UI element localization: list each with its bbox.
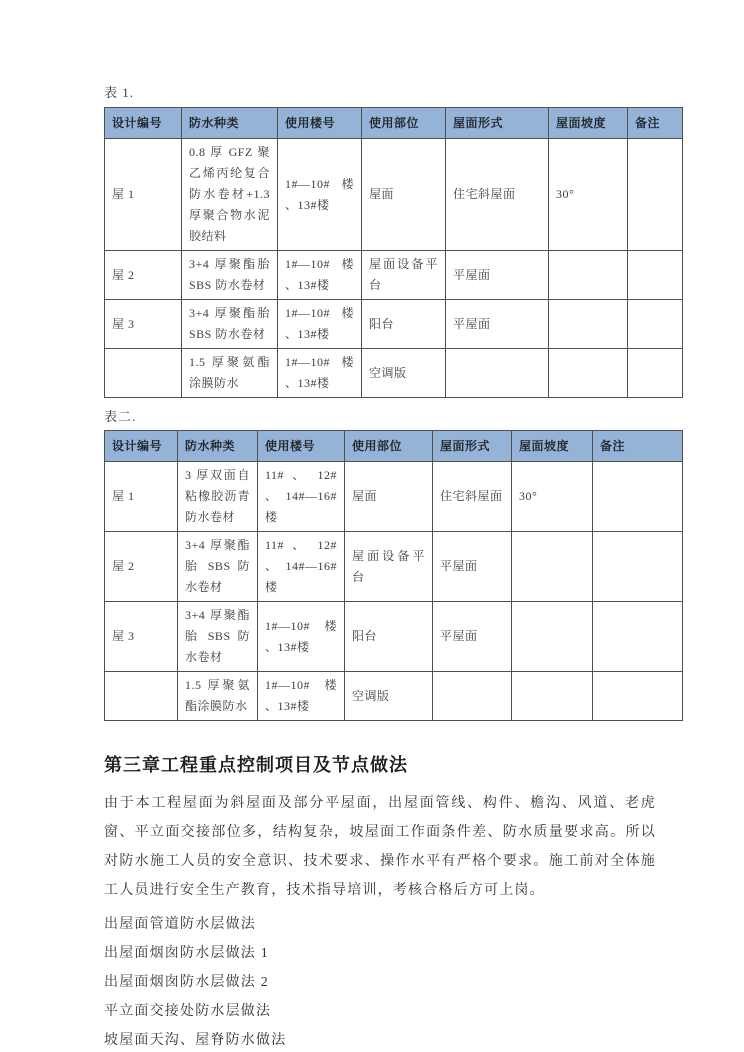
table-cell: 屋面设备平台	[362, 251, 446, 300]
table-cell	[628, 300, 683, 349]
table-row	[105, 462, 683, 532]
table-cell: 屋 3	[105, 602, 178, 672]
method-list-item: 平立面交接处防水层做法	[104, 1004, 272, 1019]
header-row	[105, 108, 683, 139]
column-header: 使用部位	[345, 431, 433, 462]
table-cell: 1#—10# 楼 、13#楼	[278, 251, 362, 300]
table-cell: 3+4 厚聚酯胎 SBS 防水卷材	[178, 602, 258, 672]
table1-caption: 表 1.	[104, 85, 135, 100]
table-cell	[593, 672, 683, 721]
table-cell: 屋面	[345, 462, 433, 532]
waterproofing-table-2	[104, 430, 683, 721]
table-row	[105, 251, 683, 300]
method-list	[104, 910, 682, 1052]
column-header: 设计编号	[105, 431, 178, 462]
table-cell: 11# 、 12# 、14#—16#楼	[258, 462, 345, 532]
table-cell: 屋面设备平台	[345, 532, 433, 602]
table-cell	[512, 672, 593, 721]
table-cell: 3+4 厚聚酯胎 SBS 防水卷材	[178, 532, 258, 602]
chapter-heading: 第三章工程重点控制项目及节点做法	[104, 755, 408, 775]
column-header: 防水种类	[182, 108, 278, 139]
method-list-item: 出屋面管道防水层做法	[104, 917, 256, 932]
table-cell: 1.5 厚聚氨酯涂膜防水	[178, 672, 258, 721]
table-cell: 屋 2	[105, 251, 182, 300]
table-cell	[549, 300, 628, 349]
table-cell: 屋 1	[105, 139, 182, 251]
header-row	[105, 431, 683, 462]
table-cell: 平屋面	[446, 300, 549, 349]
table-cell: 住宅斜屋面	[446, 139, 549, 251]
column-header: 屋面坡度	[512, 431, 593, 462]
table-cell	[105, 349, 182, 398]
table-cell: 1#—10# 楼 、13#楼	[278, 139, 362, 251]
table-cell: 3 厚双面自粘橡胶沥青防水卷材	[178, 462, 258, 532]
table-cell	[549, 349, 628, 398]
table-cell	[512, 602, 593, 672]
column-header: 备注	[593, 431, 683, 462]
column-header: 使用部位	[362, 108, 446, 139]
table-cell	[549, 251, 628, 300]
method-list-item: 出屋面烟囱防水层做法 1	[104, 946, 269, 961]
table-cell: 阳台	[362, 300, 446, 349]
table-cell	[446, 349, 549, 398]
column-header: 屋面形式	[446, 108, 549, 139]
document-content	[104, 0, 682, 1052]
table2-caption: 表二.	[104, 409, 137, 424]
table-cell: 11# 、 12# 、14#—16#楼	[258, 532, 345, 602]
table-cell: 1#—10# 楼 、13#楼	[258, 602, 345, 672]
table-row	[105, 139, 683, 251]
table-row	[105, 602, 683, 672]
table-cell	[593, 602, 683, 672]
column-header: 屋面坡度	[549, 108, 628, 139]
column-header: 备注	[628, 108, 683, 139]
table-cell	[628, 139, 683, 251]
table-cell: 1#—10# 楼 、13#楼	[258, 672, 345, 721]
table-cell: 3+4 厚聚酯胎 SBS 防水卷材	[182, 300, 278, 349]
table-cell: 1#—10# 楼 、13#楼	[278, 300, 362, 349]
table-cell: 30°	[549, 139, 628, 251]
column-header: 防水种类	[178, 431, 258, 462]
method-list-item: 出屋面烟囱防水层做法 2	[104, 975, 269, 990]
table-row	[105, 532, 683, 602]
table-cell: 1.5 厚聚氨酯涂膜防水	[182, 349, 278, 398]
section-paragraph: 由于本工程屋面为斜屋面及部分平屋面，出屋面管线、构件、檐沟、风道、老虎窗、平立面交接部位多，结构复杂，坡屋面工作面条件差、防水质量要求高。所以对防水施工人员的安全意识、技术要求、操作水平有严格个要求。施工前对全体施工人员进行安全生产教育，技术指导培训，考核合格后方可上岗。	[104, 796, 656, 898]
table-cell: 阳台	[345, 602, 433, 672]
table-cell: 3+4 厚聚酯胎 SBS 防水卷材	[182, 251, 278, 300]
table-row	[105, 672, 683, 721]
table-cell	[105, 672, 178, 721]
table-cell: 平屋面	[446, 251, 549, 300]
table-cell: 屋 2	[105, 532, 178, 602]
table-cell: 住宅斜屋面	[433, 462, 512, 532]
column-header: 设计编号	[105, 108, 182, 139]
table-cell: 0.8 厚 GFZ 聚乙烯丙纶复合防水卷材+1.3 厚聚合物水泥胶结料	[182, 139, 278, 251]
table-cell	[628, 251, 683, 300]
table-cell: 平屋面	[433, 532, 512, 602]
table-row	[105, 300, 683, 349]
table-cell: 屋面	[362, 139, 446, 251]
table-cell: 平屋面	[433, 602, 512, 672]
table-cell	[593, 532, 683, 602]
waterproofing-table-1	[104, 107, 683, 398]
method-list-item: 坡屋面天沟、屋脊防水做法	[104, 1033, 287, 1048]
table-cell	[628, 349, 683, 398]
column-header: 使用楼号	[278, 108, 362, 139]
table-cell	[512, 532, 593, 602]
table-cell: 屋 1	[105, 462, 178, 532]
table-row	[105, 349, 683, 398]
column-header: 屋面形式	[433, 431, 512, 462]
table-cell: 屋 3	[105, 300, 182, 349]
table-cell	[593, 462, 683, 532]
table-cell: 30°	[512, 462, 593, 532]
column-header: 使用楼号	[258, 431, 345, 462]
table-cell	[433, 672, 512, 721]
table-cell: 空调版	[345, 672, 433, 721]
table-cell: 1#—10# 楼 、13#楼	[278, 349, 362, 398]
table-cell: 空调版	[362, 349, 446, 398]
